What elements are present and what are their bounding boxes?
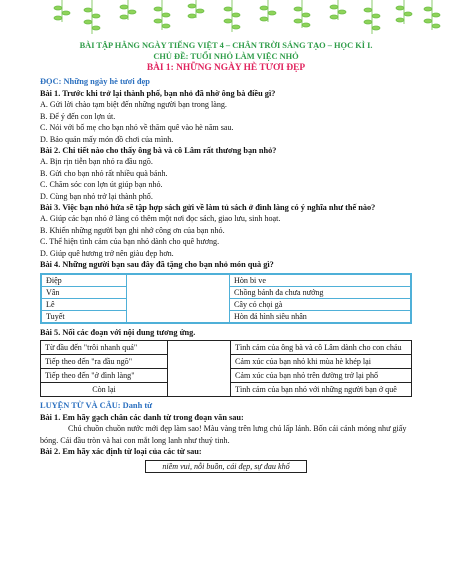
q5-matching-table (40, 340, 412, 397)
q3-option-c: C. Thể hiện tình cảm của bạn nhỏ dành cho quê hương. (40, 237, 220, 247)
question-3: Bài 3. Việc bạn nhỏ hứa sẽ tập hợp sách gửi về làm tủ sách ở đình làng có ý nghĩa như thế nào? (40, 203, 376, 213)
question-2: Bài 2. Chi tiết nào cho thấy ông bà và cô Lâm rất thương bạn nhỏ? (40, 146, 277, 156)
lesson-heading: BÀI 1: NHỮNG NGÀY HÈ TƯƠI ĐẸP (146, 63, 306, 73)
q1-option-c: C. Nói với bố mẹ cho bạn nhỏ về thăm quê vào hè năm sau. (40, 123, 234, 133)
q1-option-a: A. Gửi lời chào tạm biệt đến những người bạn trong làng. (40, 100, 227, 110)
grammar-section-heading: LUYỆN TỪ VÀ CÂU: Danh từ (40, 400, 153, 410)
grammar-passage: Chú chuồn chuồn nước mới đẹp làm sao! Màu vàng trên lưng chú lấp lánh. Bốn cái cánh mỏng như giấy bóng. Cái đầu tròn và hai con mắt long lanh như thuỷ tinh. (40, 424, 407, 445)
q4-right-cell[interactable]: Hòn đá hình siêu nhân (230, 310, 412, 323)
q5-right-cell[interactable]: Tình cảm của bạn nhỏ với những người bạn ở quê (231, 382, 412, 396)
q5-right-cell[interactable]: Cảm xúc của bạn nhỏ khi mùa hè khép lại (231, 354, 412, 368)
q4-left-cell[interactable]: Vân (41, 286, 127, 298)
table-row (41, 274, 411, 287)
hanging-leaves-decoration (0, 0, 450, 40)
q5-left-cell[interactable]: Từ đầu đến "trôi nhanh quá" (41, 340, 168, 354)
question-5: Bài 5. Nối các đoạn với nội dung tương ứng. (40, 327, 196, 337)
q4-right-cell[interactable]: Cây cỏ chọi gà (230, 298, 412, 310)
q3-option-b: B. Khiến những người bạn ghi nhớ công ơn của bạn nhỏ. (40, 225, 225, 235)
q3-option-a: A. Giúp các bạn nhỏ ở làng có thêm một nơi đọc sách, giao lưu, sinh hoạt. (40, 214, 281, 224)
q4-right-cell[interactable]: Chồng bánh đa chưa nướng (230, 286, 412, 298)
table-row (41, 340, 412, 354)
q5-gap-cell (168, 340, 231, 396)
q4-left-cell[interactable]: Tuyết (41, 310, 127, 323)
topic-heading: CHỦ ĐỀ: TUỔI NHỎ LÀM VIỆC NHỎ (153, 52, 299, 61)
q1-option-b: B. Để ý đến con lợn út. (40, 111, 116, 121)
q2-option-a: A. Bịn rịn tiễn bạn nhỏ ra đầu ngõ. (40, 157, 153, 167)
q5-right-cell[interactable]: Cảm xúc của bạn nhỏ trên đường trở lại phố (231, 368, 412, 382)
q5-right-cell[interactable]: Tình cảm của ông bà và cô Lâm dành cho con cháu (231, 340, 412, 354)
grammar-question-1: Bài 1. Em hãy gạch chân các danh từ trong đoạn văn sau: (40, 412, 244, 422)
q4-matching-table (40, 273, 412, 324)
q4-left-cell[interactable]: Lê (41, 298, 127, 310)
q3-option-d: D. Giúp quê hương trở nên giàu đẹp hơn. (40, 248, 174, 258)
q2-option-d: D. Cùng bạn nhỏ trở lại thành phố. (40, 191, 153, 201)
question-4: Bài 4. Những người bạn sau đây đã tặng cho bạn nhỏ món quà gì? (40, 260, 274, 270)
grammar-question-2: Bài 2. Em hãy xác định từ loại của các từ sau: (40, 447, 202, 457)
document-title: BÀI TẬP HẰNG NGÀY TIẾNG VIỆT 4 – CHÂN TRỜI SÁNG TẠO – HỌC KÌ I. (79, 41, 373, 50)
word-list-box: niềm vui, nỗi buồn, cái đẹp, sự đau khổ (145, 460, 307, 473)
q5-left-cell[interactable]: Tiếp theo đến "ở đình làng" (41, 368, 168, 382)
q4-right-cell[interactable]: Hòn bi ve (230, 274, 412, 287)
q2-option-c: C. Chăm sóc con lợn út giúp bạn nhỏ. (40, 180, 163, 190)
worksheet-page (40, 40, 412, 473)
reading-section-heading: ĐỌC: Những ngày hè tươi đẹp (40, 77, 150, 86)
q4-left-cell[interactable]: Điệp (41, 274, 127, 287)
question-1: Bài 1. Trước khi trở lại thành phố, bạn nhỏ đã nhờ ông bà điều gì? (40, 89, 276, 98)
q5-left-cell[interactable]: Còn lại (41, 382, 168, 396)
q5-left-cell[interactable]: Tiếp theo đến "ra đầu ngõ" (41, 354, 168, 368)
q1-option-d: D. Bảo quản mấy món đồ chơi của mình. (40, 134, 174, 144)
q4-gap-cell (127, 274, 230, 323)
q2-option-b: B. Gửi cho bạn nhỏ rất nhiều quà bánh. (40, 168, 168, 178)
